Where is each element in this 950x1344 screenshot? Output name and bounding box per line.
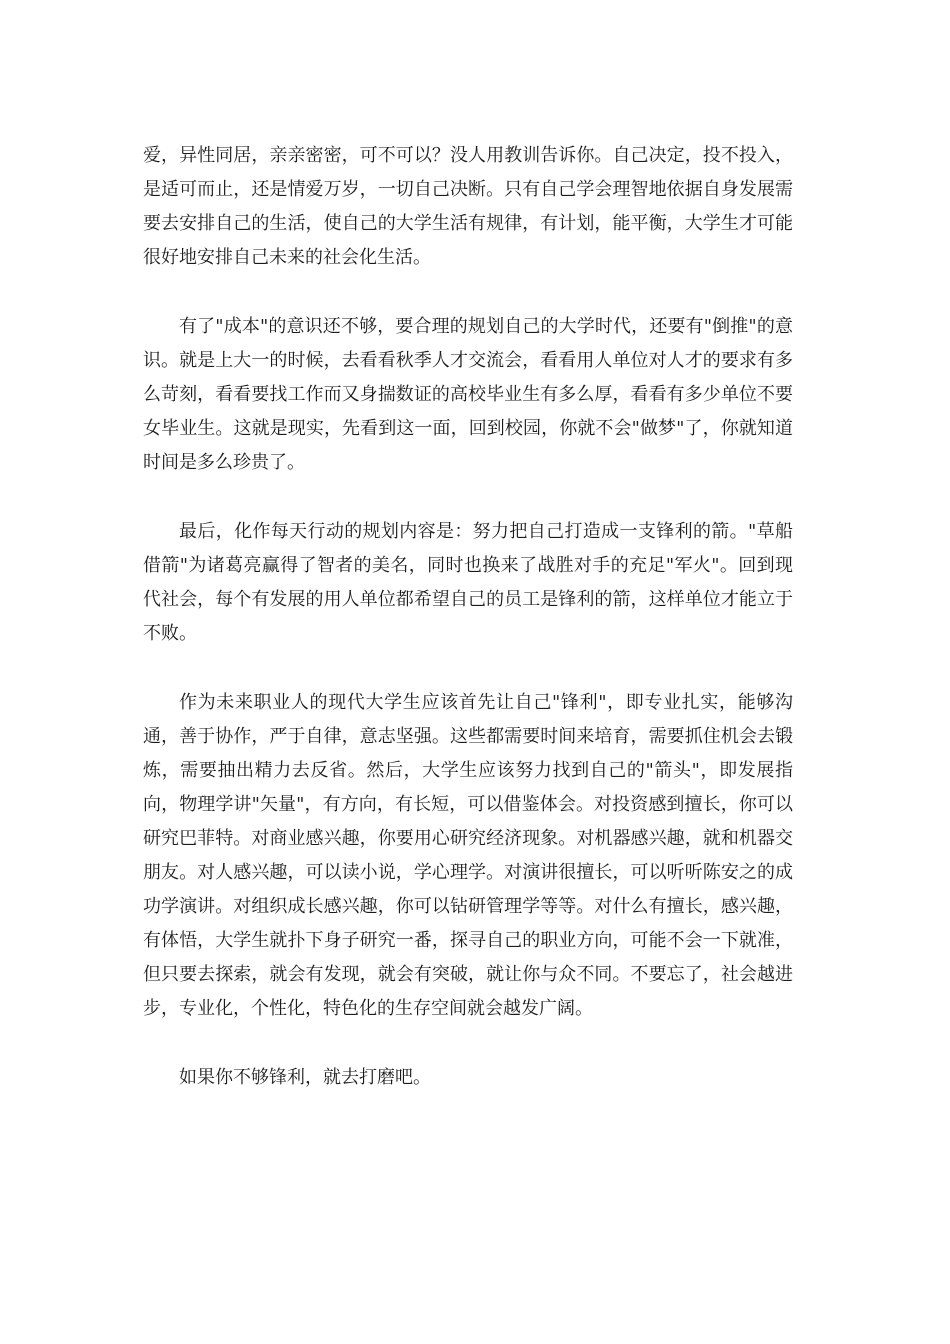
paragraph-5: 如果你不够锋利，就去打磨吧。 [179, 1067, 431, 1088]
paragraph-3: 最后，化作每天行动的规划内容是：努力把自己打造成一支锋利的箭。"草船借箭"为诸葛亮赢得了智者的美名，同时也换来了战胜对手的充足"军火"。回到现代社会，每个有发展的用人单位都希望自己的员工是锋利的箭，这样单位才能立于不败。 [143, 521, 793, 644]
paragraph-4: 作为未来职业人的现代大学生应该首先让自己"锋利"，即专业扎实，能够沟通，善于协作，严于自律，意志坚强。这些都需要时间来培育，需要抓住机会去锻炼，需要抽出精力去反省。然后，大学生应该努力找到自己的"箭头"，即发展指向，物理学讲"矢量"，有方向，有长短，可以借鉴体会。对投资感到擅长，你可以研究巴菲特。对商业感兴趣，你要用心研究经济现象。对机器感兴趣，就和机器交朋友。对人感兴趣，可以读小说，学心理学。对演讲很擅长，可以听听陈安之的成功学演讲。对组织成长感兴趣，你可以钻研管理学等等。对什么有擅长，感兴趣，有体悟，大学生就扑下身子研究一番，探寻自己的职业方向，可能不会一下就准，但只要去探索，就会有发现，就会有突破，就让你与众不同。不要忘了，社会越进步，专业化，个性化，特色化的生存空间就会越发广阔。 [143, 692, 793, 1019]
paragraph-1: 爱，异性同居，亲亲密密，可不可以？没人用教训告诉你。自己决定，投不投入，是适可而止，还是情爱万岁，一切自己决断。只有自己学会理智地依据自身发展需要去安排自己的生活，使自己的大学生活有规律，有计划，能平衡，大学生才可能很好地安排自己未来的社会化生活。 [143, 145, 793, 268]
document-body [143, 139, 793, 1095]
paragraph-2: 有了"成本"的意识还不够，要合理的规划自己的大学时代，还要有"倒推"的意识。就是上大一的时候，去看看秋季人才交流会，看看用人单位对人才的要求有多么苛刻，看看要找工作而又身揣数证的高校毕业生有多么厚，看看有多少单位不要女毕业生。这就是现实，先看到这一面，回到校园，你就不会"做梦"了，你就知道时间是多么珍贵了。 [143, 316, 793, 473]
